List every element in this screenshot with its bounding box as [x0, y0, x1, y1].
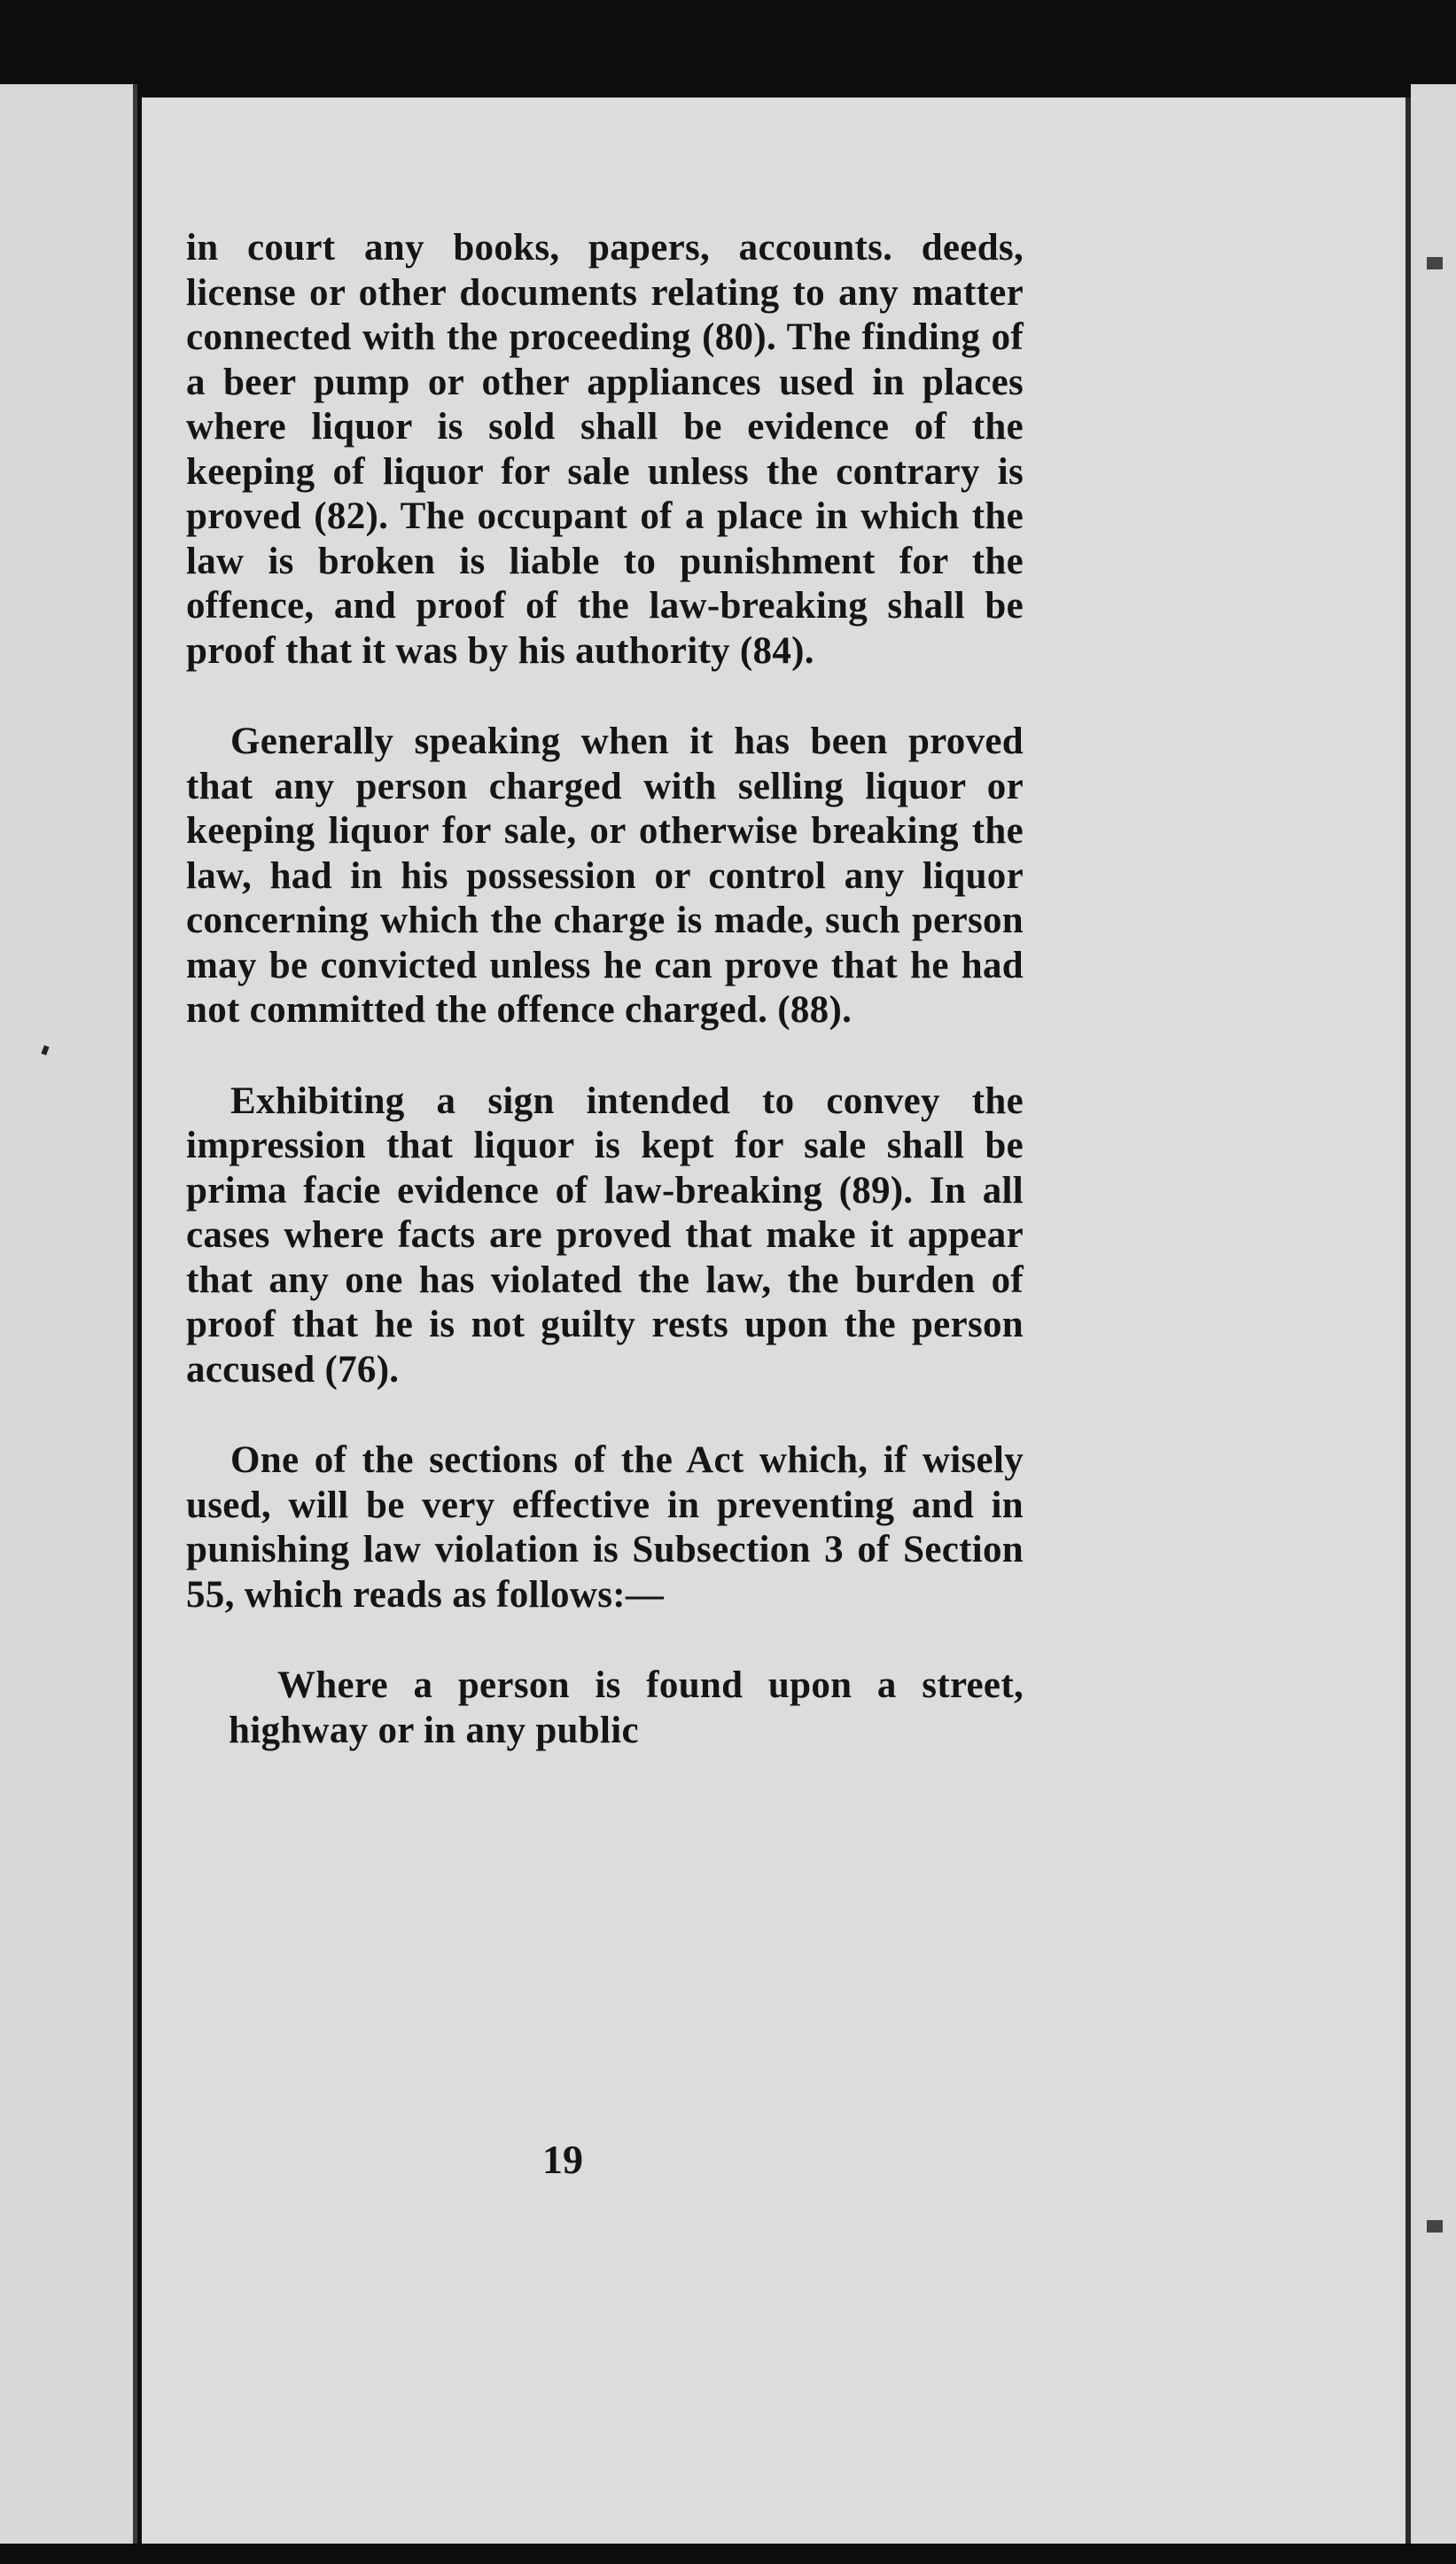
gutter-line	[133, 84, 137, 2544]
page-text	[186, 226, 1024, 1799]
paragraph-exhibiting-sign: Exhibiting a sign intended to convey the impression that liquor is kept for sale shall be prima facie evidence of law-breaking (89). In all cases where facts are proved that make it appear that any one has violated the law, the burden of proof that he is not guilty rests upon the person accused (76).	[186, 1079, 1024, 1391]
edge-mark	[1427, 2220, 1443, 2233]
quoted-subsection: Where a person is found upon a street, highway or in any public	[229, 1664, 1024, 1751]
paragraph-generally-speaking: Generally speaking when it has been proved that any person charged with selling liquor or keeping liquor for sale, or otherwise breaking the law, had in his possession or control any liquor concerning which the charge is made, such person may be convicted unless he can prove that he had not committed the offence charged. (88).	[186, 721, 1024, 1031]
page-number: 19	[542, 2137, 583, 2182]
paragraph-continued: in court any books, papers, accounts. deeds, license or other documents relating to any matter connected with the proceeding (80). The finding of a beer pump or other appliances used in places where liquor is sold shall be evidence of the keeping of liquor for sale unless the contrary is proved (82). The occupant of a place in which the law is broken is liable to punishment for the offence, and proof of the law-breaking shall be proof that it was by his authority (84).	[186, 227, 1024, 672]
ink-speck	[41, 1045, 49, 1055]
paragraph-sections-of-act: One of the sections of the Act which, if wisely used, will be very effective in preventing and in punishing law violation is Subsection 3 of Section 55, which reads as follows:—	[186, 1439, 1024, 1616]
edge-mark	[1427, 257, 1443, 269]
right-margin-strip	[1411, 84, 1456, 2544]
left-page-edge	[0, 84, 137, 2544]
